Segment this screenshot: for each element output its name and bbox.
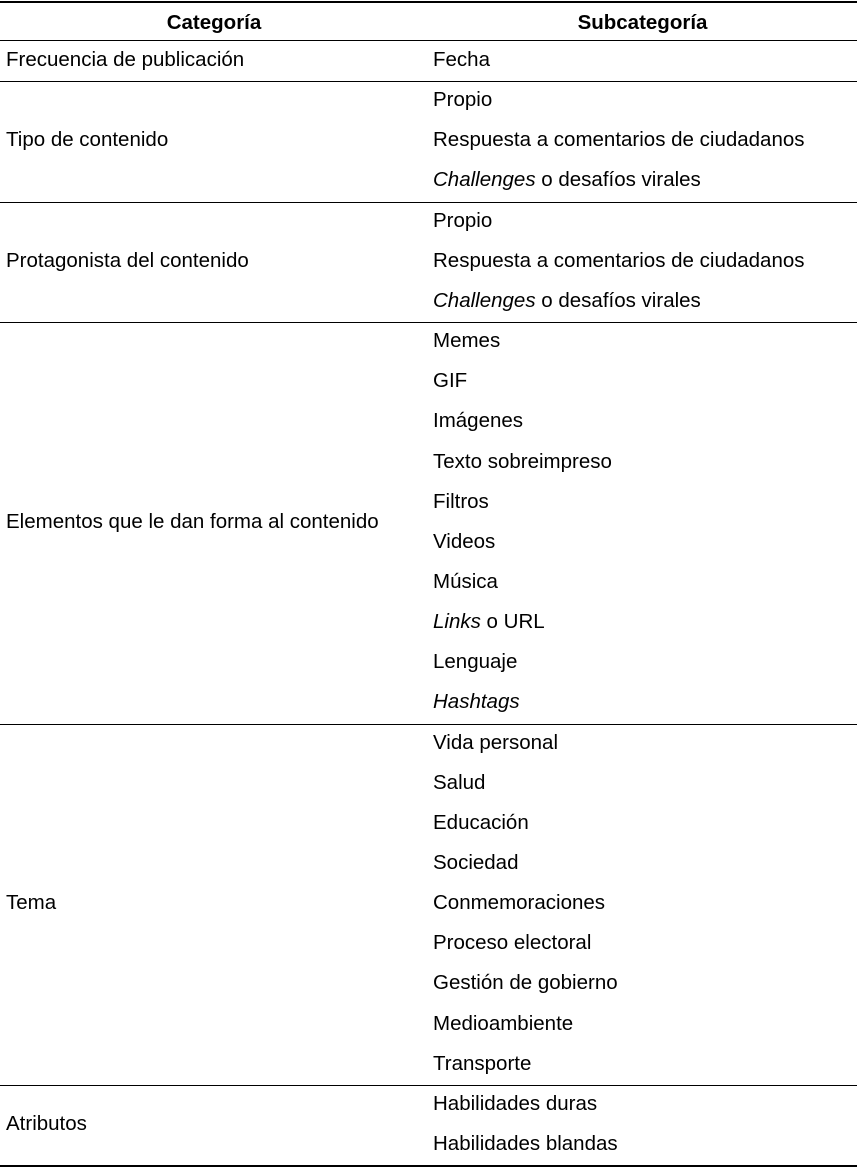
subcategory-cell <box>433 490 489 514</box>
subcategory-cell <box>433 891 605 915</box>
subcategory-cell <box>433 971 618 995</box>
group-rule <box>0 81 857 82</box>
subcategory-text: o URL <box>480 610 545 634</box>
header-rule <box>0 40 857 41</box>
group-rule <box>0 322 857 323</box>
subcategory-cell <box>433 209 492 233</box>
subcategory-text: Música <box>433 569 498 593</box>
subcategory-cell <box>433 128 805 152</box>
subcategory-cell <box>433 1012 573 1036</box>
category-cell: Frecuencia de publicación <box>6 48 245 72</box>
header-category: Categoría <box>166 11 262 34</box>
subcategory-cell <box>433 1052 531 1076</box>
header-subcategory: Subcategoría <box>577 11 708 34</box>
subcategory-cell <box>433 329 500 353</box>
subcategory-text: Respuesta a comentarios de ciudadanos <box>433 248 805 272</box>
subcategory-italic-term: Challenges <box>433 168 536 192</box>
subcategory-cell <box>433 369 467 393</box>
subcategory-italic-term: Links <box>433 610 481 634</box>
subcategory-text: Habilidades duras <box>433 1091 598 1115</box>
subcategory-text: Respuesta a comentarios de ciudadanos <box>433 128 805 152</box>
subcategory-text: o desafíos virales <box>535 288 701 312</box>
category-cell: Tipo de contenido <box>6 128 169 152</box>
category-cell: Protagonista del contenido <box>6 248 249 272</box>
category-cell: Elementos que le dan forma al contenido <box>6 509 379 533</box>
group-rule <box>0 202 857 203</box>
subcategory-text: Medioambiente <box>433 1011 574 1035</box>
subcategory-text: Conmemoraciones <box>433 891 606 915</box>
subcategory-text: GIF <box>433 369 468 393</box>
subcategory-text: Propio <box>433 208 493 232</box>
subcategory-cell <box>433 450 612 474</box>
subcategory-text: Habilidades blandas <box>433 1132 618 1156</box>
subcategory-cell <box>433 289 701 313</box>
subcategory-cell <box>433 731 558 755</box>
subcategory-text: Videos <box>433 529 496 553</box>
subcategory-cell <box>433 1092 597 1116</box>
subcategory-cell <box>433 249 805 273</box>
subcategory-cell <box>433 530 495 554</box>
subcategory-cell <box>433 570 498 594</box>
subcategory-cell <box>433 690 520 714</box>
subcategory-text: Gestión de gobierno <box>433 971 618 995</box>
subcategory-cell <box>433 851 518 875</box>
subcategory-text: Propio <box>433 88 493 112</box>
group-rule <box>0 1085 857 1086</box>
subcategory-cell <box>433 1132 618 1156</box>
subcategory-cell <box>433 650 517 674</box>
subcategory-text: Memes <box>433 329 501 353</box>
subcategory-italic-term: Challenges <box>433 288 536 312</box>
subcategory-cell <box>433 811 529 835</box>
subcategory-cell <box>433 168 701 192</box>
group-rule <box>0 724 857 725</box>
subcategory-text: Salud <box>433 770 486 794</box>
subcategory-cell <box>433 409 523 433</box>
subcategory-text: Transporte <box>433 1051 532 1075</box>
subcategory-text: Vida personal <box>433 730 558 754</box>
subcategory-text: Educación <box>433 810 529 834</box>
subcategory-text: Imágenes <box>433 409 524 433</box>
category-cell: Atributos <box>6 1112 87 1136</box>
subcategory-text: Filtros <box>433 489 489 513</box>
subcategory-text: Fecha <box>433 48 490 71</box>
subcategory-cell <box>433 931 591 955</box>
subcategory-cell <box>433 610 545 634</box>
subcategory-cell <box>433 48 490 72</box>
subcategory-text: Texto sobreimpreso <box>433 449 612 473</box>
subcategory-text: o desafíos virales <box>535 168 701 192</box>
subcategory-cell <box>433 88 492 112</box>
table-top-rule <box>0 1 857 3</box>
category-cell: Tema <box>6 891 57 915</box>
subcategory-cell <box>433 771 485 795</box>
subcategory-italic-term: Hashtags <box>433 690 520 714</box>
subcategory-text: Lenguaje <box>433 650 518 674</box>
subcategory-text: Sociedad <box>433 851 519 874</box>
subcategory-text: Proceso electoral <box>433 931 592 955</box>
